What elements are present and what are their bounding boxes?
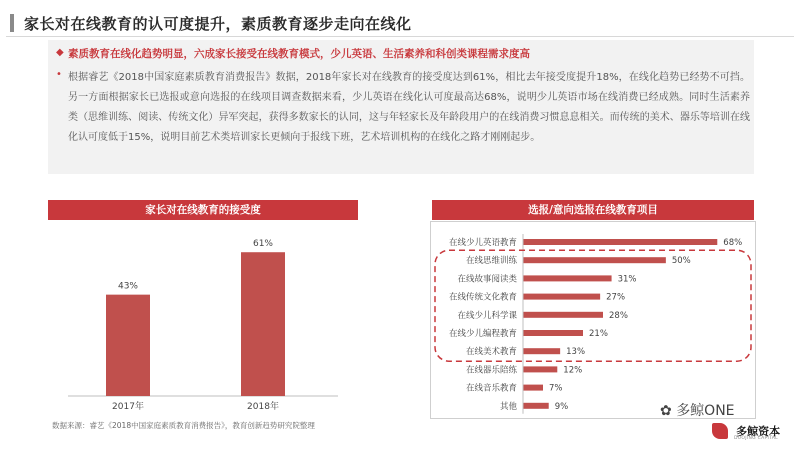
online-program-bar-chart <box>431 222 755 418</box>
category-label: 2017年 <box>112 402 144 411</box>
category-label: 在线器乐陪练 <box>465 365 517 376</box>
category-label: 在线少儿英语教育 <box>448 238 517 248</box>
data-label: 50% <box>671 256 691 267</box>
wechat-icon: ✿ <box>660 403 672 419</box>
bullet-icon: ◆ <box>56 47 64 58</box>
category-label: 2018年 <box>247 402 279 411</box>
bar <box>523 385 543 391</box>
data-label: 12% <box>563 365 583 376</box>
category-label: 在线少儿科学课 <box>457 310 517 321</box>
logo-mark-icon <box>712 423 728 439</box>
title-accent-bar <box>10 14 14 32</box>
data-label: 43% <box>117 281 139 292</box>
bar <box>523 348 560 354</box>
wechat-watermark <box>660 400 735 420</box>
data-label: 61% <box>252 239 274 250</box>
bar <box>523 366 557 372</box>
bar <box>106 295 150 396</box>
data-source-note: 数据来源：睿艺《2018中国家庭素质教育消费报告》，教育创新趋势研究院整理 <box>52 421 315 430</box>
data-label: 27% <box>606 292 626 303</box>
data-label: 21% <box>589 329 608 339</box>
data-label: 31% <box>617 274 637 285</box>
bar <box>523 312 603 318</box>
category-label: 在线音乐教育 <box>465 383 517 394</box>
summary-headline: 素质教育在线化趋势明显，六成家长接受在线教育模式，少儿英语、生活素养和科创类课程需求度高 <box>68 48 530 60</box>
right-chart-header: 选报/意向选报在线教育项目 <box>432 200 754 220</box>
highlight-dashed-box <box>435 250 751 361</box>
bar <box>523 275 612 281</box>
data-label: 68% <box>723 238 743 248</box>
category-label: 在线美术教育 <box>465 347 517 358</box>
bar <box>523 294 600 300</box>
summary-body: 根据睿艺《2018中国家庭素质教育消费报告》数据，2018年家长对在线教育的接受度达到61%，相比去年接受度提升18%，在线化趋势已经势不可挡。另一方面根据家长已选报或意向选报的在线项目调查数据来看，少儿英语在线化认可度最高达68%，说明少儿英语市场在线消费已经成熟。同时生活素养类（思维训练、阅读、传统文化）异军突起，获得多数家长的认同，这与年轻家长及年龄段用户的在线消费习惯息息相关。而传统的美术、器乐等培训在线化认可度低于15%，说明目前艺术类培训家长更倾向于报线下班，艺术培训机构的在线化之路才刚刚起步。 <box>68 72 750 143</box>
watermark-text: 多鲸ONE <box>676 403 735 419</box>
logo-name: 多鲸资本 <box>736 424 781 438</box>
acceptance-bar-chart <box>48 221 356 411</box>
left-chart-panel <box>48 221 356 411</box>
category-label: 在线少儿编程教育 <box>448 329 517 339</box>
bar <box>523 257 666 263</box>
bar <box>523 239 717 245</box>
category-label: 在线传统文化教育 <box>448 292 517 303</box>
data-label: 7% <box>549 383 563 394</box>
title-bar <box>6 10 794 37</box>
page-title: 家长对在线教育的认可度提升，素质教育逐步走向在线化 <box>24 15 412 33</box>
bar <box>241 252 285 396</box>
category-label: 在线思维训练 <box>465 256 517 267</box>
bullet-icon: • <box>56 69 62 80</box>
bar <box>523 330 583 336</box>
bar <box>523 403 549 409</box>
data-label: 13% <box>566 347 586 358</box>
data-label: 9% <box>554 401 569 412</box>
category-label: 其他 <box>499 401 517 412</box>
summary-box <box>48 40 754 174</box>
company-logo <box>712 420 780 442</box>
logo-subtitle: DUOJING CAPITAL <box>734 436 778 441</box>
category-label: 在线故事阅读类 <box>457 274 517 285</box>
data-label: 28% <box>609 310 628 321</box>
left-chart-header: 家长对在线教育的接受度 <box>48 200 358 220</box>
right-chart-panel <box>430 221 756 419</box>
